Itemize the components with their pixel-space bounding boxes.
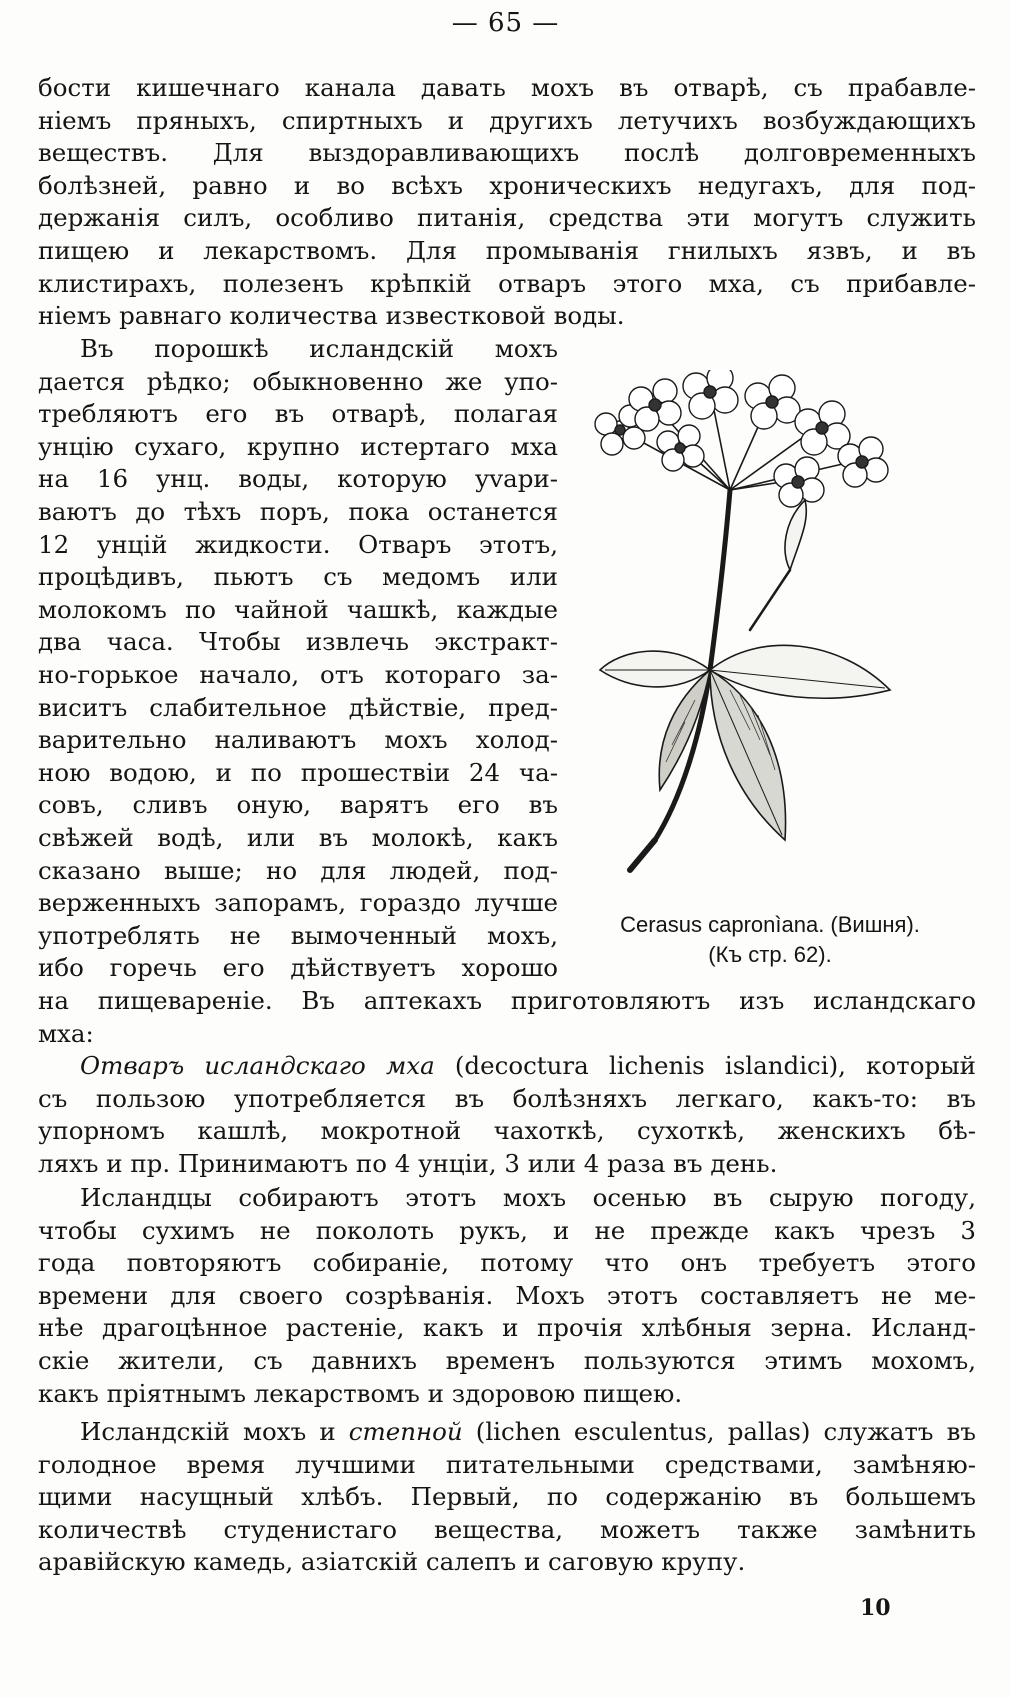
- text-fragment: Исландскій мохъ и: [80, 1417, 349, 1446]
- cherry-branch-illustration: [560, 370, 980, 910]
- text-line: количествѣ студенистаго вещества, можетъ также замѣнить: [38, 1514, 976, 1544]
- text-line: совъ, сливъ оную, варятъ его въ: [38, 790, 558, 820]
- text-line: свѣжей водѣ, или въ молокѣ, какъ: [38, 822, 558, 852]
- paragraph-3: [38, 1050, 976, 1180]
- text-fragment: (decoctura lichenis islandici), который: [434, 1051, 976, 1080]
- text-line: на пищевареніе. Въ аптекахъ приготовляютъ изъ исландскаго: [38, 986, 976, 1015]
- text-line: Въ порошкѣ исландскій мохъ: [80, 334, 558, 363]
- text-fragment: (lichen esculentus, pallas) служатъ въ: [462, 1417, 976, 1446]
- text-line: дается рѣдко; обыкновенно же упо-: [38, 366, 558, 396]
- text-line: веществъ. Для выздоравливающихъ послѣ долговременныхъ: [38, 138, 976, 168]
- text-line: сказано выше; но для людей, под-: [38, 855, 558, 885]
- text-line: съ пользою употребляется въ болѣзняхъ легкаго, какъ-то: въ: [38, 1083, 976, 1113]
- signature-mark: 10: [860, 1595, 891, 1621]
- text-line: ваютъ до тѣхъ поръ, пока останется: [38, 496, 558, 526]
- paragraph-1: [38, 72, 976, 333]
- text-line: на 16 унц. воды, которую уvари-: [38, 464, 558, 494]
- paragraph-5: [38, 1416, 976, 1579]
- text-line: года повторяютъ собираніе, потому что онъ требуетъ этого: [38, 1248, 976, 1278]
- text-line: клистирахъ, полезенъ крѣпкій отваръ этого мха, съ прибавле-: [38, 268, 976, 298]
- text-line: ніемъ равнаго количества известковой воды.: [38, 301, 625, 331]
- italic-term: степной: [348, 1417, 463, 1446]
- paragraph-2-narrow: [38, 333, 558, 985]
- text-line: но-горькое начало, отъ котораго за-: [38, 659, 558, 689]
- text-line: аравійскую камедь, азіатскій салепъ и саговую крупу.: [38, 1547, 746, 1577]
- text-line: 12 унцій жидкости. Отваръ этотъ,: [38, 529, 558, 559]
- text-line: ибо горечь его дѣйствуетъ хорошо: [38, 953, 558, 983]
- text-line: виситъ слабительное дѣйствіе, пред-: [38, 692, 558, 722]
- text-line: упорномъ кашлѣ, мокротной чахоткѣ, сухоткѣ, женскихъ бѣ-: [38, 1116, 976, 1146]
- text-line: [38, 1416, 976, 1449]
- text-line: молокомъ по чайной чашкѣ, каждые: [38, 594, 558, 624]
- text-line: процѣдивъ, пьютъ съ медомъ или: [38, 562, 558, 592]
- caption-reference: (Къ стр. 62).: [708, 942, 832, 967]
- text-line: требляютъ его въ отварѣ, полагая: [38, 399, 558, 429]
- text-line: унцію сухаго, крупно истертаго мха: [38, 431, 558, 461]
- text-line: варительно наливаютъ мохъ холод-: [38, 725, 558, 755]
- text-line: [38, 1050, 976, 1083]
- text-line: Исландцы собираютъ этотъ мохъ осенью въ сырую погоду,: [80, 1183, 976, 1212]
- text-line: два часа. Чтобы извлечь экстракт-: [38, 627, 558, 657]
- text-line: щими насущный хлѣбъ. Первый, по содержанію въ большемъ: [38, 1482, 976, 1512]
- text-line: верженныхъ запорамъ, гораздо лучше: [38, 888, 558, 918]
- page-number: — 65 —: [451, 8, 560, 38]
- paragraph-4: [38, 1182, 976, 1410]
- text-line: скіе жители, съ давнихъ временъ пользуются этимъ мохомъ,: [38, 1345, 976, 1375]
- text-line: болѣзней, равно и во всѣхъ хроническихъ недугахъ, для под-: [38, 170, 976, 200]
- text-line: употреблять не вымоченный мохъ,: [38, 920, 558, 950]
- text-line: мха:: [38, 1018, 94, 1048]
- text-line: чтобы сухимъ не поколоть рукъ, и не прежде какъ чрезъ 3: [38, 1215, 976, 1245]
- paragraph-2-full: [38, 985, 976, 1050]
- text-line: пищею и лекарствомъ. Для промыванія гнилыхъ язвъ, и въ: [38, 235, 976, 265]
- caption-title: Cerasus capronìana. (Вишня).: [620, 912, 920, 937]
- text-line: голодное время лучшими питательными средствами, замѣняю-: [38, 1449, 976, 1479]
- text-line: ляхъ и пр. Принимаютъ по 4 унціи, 3 или 4 раза въ день.: [38, 1148, 778, 1178]
- text-line: времени для своего созрѣванія. Мохъ этотъ составляетъ не ме-: [38, 1280, 976, 1310]
- figure-caption: [550, 910, 990, 970]
- text-line: бости кишечнаго канала давать мохъ въ отварѣ, съ прабавле-: [38, 73, 976, 102]
- text-line: какъ пріятнымъ лекарствомъ и здоровою пищею.: [38, 1378, 683, 1408]
- text-line: ніемъ пряныхъ, спиртныхъ и другихъ летучихъ возбуждающихъ: [38, 105, 976, 135]
- text-line: нѣе драгоцѣнное растеніе, какъ и прочія хлѣбныя зерна. Исланд-: [38, 1313, 976, 1343]
- text-line: держанія силъ, особливо питанія, средства эти могутъ служить: [38, 203, 976, 233]
- text-line: ною водою, и по прошествіи 24 ча-: [38, 757, 558, 787]
- italic-term: Отваръ исландскаго мха: [80, 1051, 435, 1080]
